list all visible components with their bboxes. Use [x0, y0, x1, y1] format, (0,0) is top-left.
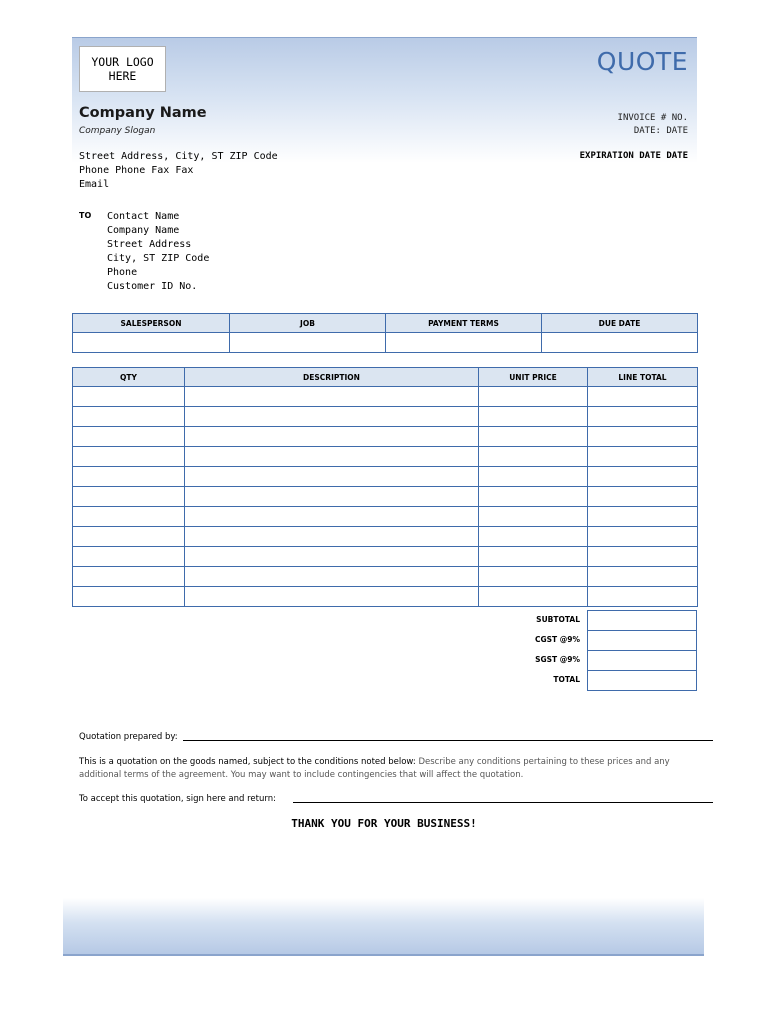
- line-item-row: [73, 587, 698, 607]
- qty-cell[interactable]: [73, 527, 185, 547]
- description-cell[interactable]: [185, 447, 479, 467]
- company-name: Company Name: [79, 105, 207, 121]
- company-slogan: Company Slogan: [79, 126, 156, 136]
- line-total-cell[interactable]: [588, 467, 698, 487]
- line-total-cell[interactable]: [588, 447, 698, 467]
- line-item-row: [73, 527, 698, 547]
- unit-price-cell[interactable]: [479, 487, 588, 507]
- line-total-cell[interactable]: [588, 547, 698, 567]
- total-row: [520, 670, 697, 691]
- qty-cell[interactable]: [73, 407, 185, 427]
- line-total-cell[interactable]: [588, 527, 698, 547]
- line-total-header: LINE TOTAL: [588, 368, 698, 387]
- salesperson-header: SALESPERSON: [73, 314, 230, 333]
- line-total-cell[interactable]: [588, 487, 698, 507]
- line-total-cell[interactable]: [588, 587, 698, 607]
- line-item-row: [73, 427, 698, 447]
- email-line: Email: [79, 179, 110, 190]
- recipient-street: Street Address: [107, 239, 192, 250]
- signature-line[interactable]: [293, 802, 713, 803]
- recipient-contact: Contact Name: [107, 211, 180, 222]
- prepared-by-line[interactable]: [183, 740, 713, 741]
- description-cell[interactable]: [185, 487, 479, 507]
- qty-cell[interactable]: [73, 387, 185, 407]
- line-item-row: [73, 547, 698, 567]
- description-cell[interactable]: [185, 527, 479, 547]
- unit-price-cell[interactable]: [479, 527, 588, 547]
- unit-price-cell[interactable]: [479, 427, 588, 447]
- expiration-date: EXPIRATION DATE DATE: [579, 151, 688, 161]
- terms-paragraph: [79, 756, 699, 782]
- unit-price-cell[interactable]: [479, 467, 588, 487]
- unit-price-cell[interactable]: [479, 547, 588, 567]
- cgst-label: CGST @9%: [534, 635, 580, 644]
- due-date-cell[interactable]: [542, 333, 698, 353]
- payment-terms-header: PAYMENT TERMS: [386, 314, 542, 333]
- qty-cell[interactable]: [73, 487, 185, 507]
- subtotal-label: SUBTOTAL: [536, 615, 580, 624]
- accept-label: To accept this quotation, sign here and return:: [79, 794, 276, 804]
- unit-price-cell[interactable]: [479, 587, 588, 607]
- description-header: DESCRIPTION: [185, 368, 479, 387]
- due-date-header: DUE DATE: [542, 314, 698, 333]
- recipient-customer-id: Customer ID No.: [107, 281, 198, 292]
- unit-price-cell[interactable]: [479, 407, 588, 427]
- unit-price-cell[interactable]: [479, 567, 588, 587]
- subtotal-field[interactable]: [587, 610, 697, 631]
- line-total-cell[interactable]: [588, 507, 698, 527]
- description-cell[interactable]: [185, 567, 479, 587]
- description-cell[interactable]: [185, 587, 479, 607]
- phone-fax-line: Phone Phone Fax Fax: [79, 165, 194, 176]
- job-cell[interactable]: [230, 333, 386, 353]
- line-total-cell[interactable]: [588, 407, 698, 427]
- line-items-table: [72, 367, 698, 607]
- document-title: QUOTE: [596, 47, 688, 76]
- qty-cell[interactable]: [73, 567, 185, 587]
- description-cell[interactable]: [185, 507, 479, 527]
- unit-price-cell[interactable]: [479, 447, 588, 467]
- qty-cell[interactable]: [73, 587, 185, 607]
- unit-price-cell[interactable]: [479, 387, 588, 407]
- invoice-number: INVOICE # NO.: [617, 113, 688, 123]
- description-cell[interactable]: [185, 387, 479, 407]
- recipient-block: [107, 210, 209, 294]
- line-item-row: [73, 407, 698, 427]
- sgst-label: SGST @9%: [535, 655, 580, 664]
- line-item-row: [73, 467, 698, 487]
- qty-header: QTY: [73, 368, 185, 387]
- unit-price-header: UNIT PRICE: [479, 368, 588, 387]
- salesperson-cell[interactable]: [73, 333, 230, 353]
- description-cell[interactable]: [185, 467, 479, 487]
- line-item-row: [73, 387, 698, 407]
- footer-band: [63, 898, 704, 956]
- subtotal-row: [520, 610, 697, 631]
- line-item-row: [73, 487, 698, 507]
- qty-cell[interactable]: [73, 447, 185, 467]
- description-cell[interactable]: [185, 547, 479, 567]
- terms-conditions: Describe any conditions pertaining to these prices and any additional terms of the agreement. You may want to include contingencies that will affect the quotation.: [79, 757, 670, 780]
- quote-date: DATE: DATE: [633, 126, 688, 136]
- description-cell[interactable]: [185, 407, 479, 427]
- address-line: Street Address, City, ST ZIP Code: [79, 151, 278, 162]
- line-item-row: [73, 447, 698, 467]
- total-field[interactable]: [587, 670, 697, 691]
- cgst-row: [520, 630, 697, 651]
- order-info-table: [72, 313, 698, 353]
- to-label: TO: [79, 211, 92, 220]
- qty-cell[interactable]: [73, 427, 185, 447]
- qty-cell[interactable]: [73, 507, 185, 527]
- unit-price-cell[interactable]: [479, 507, 588, 527]
- qty-cell[interactable]: [73, 547, 185, 567]
- company-address: [79, 150, 278, 192]
- qty-cell[interactable]: [73, 467, 185, 487]
- line-total-cell[interactable]: [588, 427, 698, 447]
- total-label: TOTAL: [553, 675, 580, 684]
- invoice-meta: [618, 112, 688, 138]
- line-total-cell[interactable]: [588, 387, 698, 407]
- thank-you-message: THANK YOU FOR YOUR BUSINESS!: [291, 817, 477, 830]
- terms-intro: This is a quotation on the goods named, subject to the conditions noted below:: [79, 757, 416, 767]
- logo-text: YOUR LOGO HERE: [91, 55, 154, 83]
- prepared-by-label: Quotation prepared by:: [79, 732, 178, 742]
- recipient-phone: Phone: [107, 267, 138, 278]
- logo-placeholder: [79, 46, 166, 92]
- line-item-row: [73, 567, 698, 587]
- recipient-company: Company Name: [107, 225, 180, 236]
- recipient-city: City, ST ZIP Code: [107, 253, 210, 264]
- job-header: JOB: [230, 314, 386, 333]
- description-cell[interactable]: [185, 427, 479, 447]
- line-item-row: [73, 507, 698, 527]
- sgst-field[interactable]: [587, 650, 697, 671]
- cgst-field[interactable]: [587, 630, 697, 651]
- line-total-cell[interactable]: [588, 567, 698, 587]
- sgst-row: [520, 650, 697, 671]
- payment-terms-cell[interactable]: [386, 333, 542, 353]
